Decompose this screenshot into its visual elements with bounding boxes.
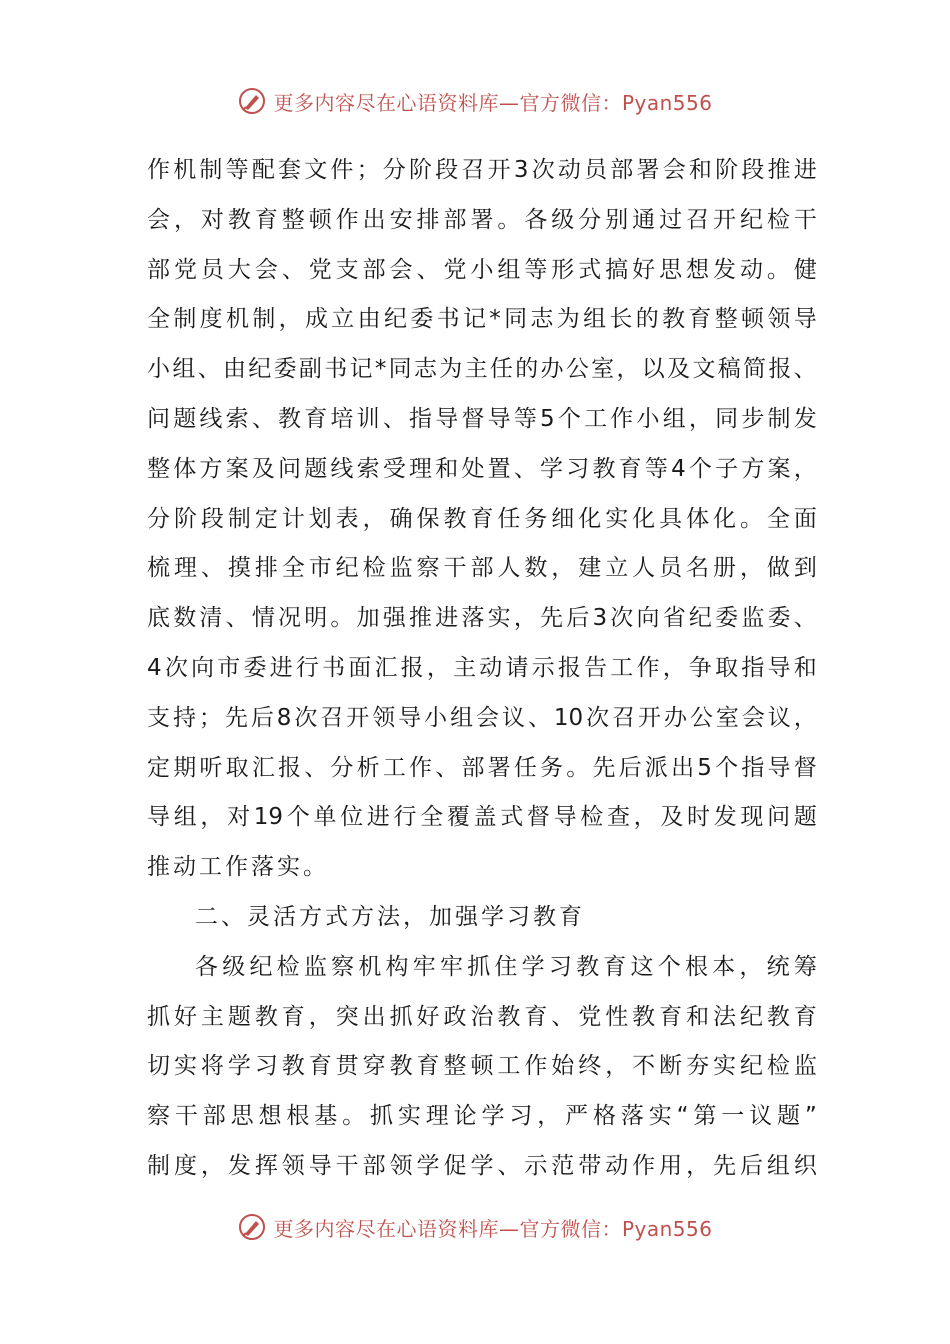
section-heading: 二、灵活方式方法，加强学习教育 xyxy=(195,903,585,930)
paragraph-line: 推动工作落实。 xyxy=(147,854,329,881)
watermark-text: 更多内容尽在心语资料库—官方微信：Pyan556 xyxy=(273,1216,713,1241)
pen-nib-logo-icon xyxy=(237,1212,267,1242)
paragraph-line: 4 次 向 市 委 进 行 书 面 汇 报 ， 主 动 请 示 报 告 工 作 ， 争 取 指 导 和 xyxy=(147,654,817,681)
document-body xyxy=(147,146,817,1192)
paragraph-line: 各 级 纪 检 监 察 机 构 牢 牢 抓 住 学 习 教 育 这 个 根 本 ， 统 筹 xyxy=(195,953,817,980)
watermark-text: 更多内容尽在心语资料库—官方微信：Pyan556 xyxy=(273,90,713,115)
paragraph-line: 定 期 听 取 汇 报 、 分 析 工 作 、 部 署 任 务 。 先 后 派 出 5 个 指 导 督 xyxy=(147,754,817,781)
header-watermark xyxy=(0,86,950,116)
paragraph-line: 切 实 将 学 习 教 育 贯 穿 教 育 整 顿 工 作 始 终 ， 不 断 夯 实 纪 检 监 xyxy=(147,1053,817,1080)
paragraph-line: 全 制 度 机 制 ， 成 立 由 纪 委 书 记 * 同 志 为 组 长 的 教 育 整 顿 领 导 xyxy=(147,306,817,333)
paragraph-line: 抓 好 主 题 教 育 ， 突 出 抓 好 政 治 教 育 、 党 性 教 育 和 法 纪 教 育 xyxy=(147,1003,817,1030)
paragraph-line: 部 党 员 大 会 、 党 支 部 会 、 党 小 组 等 形 式 搞 好 思 想 发 动 。 健 xyxy=(147,256,817,283)
paragraph-line: 会 ， 对 教 育 整 顿 作 出 安 排 部 署 。 各 级 分 别 通 过 召 开 纪 检 干 xyxy=(147,206,817,233)
paragraph-line: 制 度 ， 发 挥 领 导 干 部 领 学 促 学 、 示 范 带 动 作 用 ， 先 后 组 织 xyxy=(147,1152,817,1179)
pen-nib-logo-icon xyxy=(237,86,267,116)
footer-watermark xyxy=(0,1212,950,1242)
paragraph-line: 支 持 ； 先 后 8 次 召 开 领 导 小 组 会 议 、 10 次 召 开 办 公 室 会 议 ， xyxy=(147,704,817,731)
paragraph-line: 导 组 ， 对 19 个 单 位 进 行 全 覆 盖 式 督 导 检 查 ， 及 时 发 现 问 题 xyxy=(147,804,817,831)
paragraph-line: 察 干 部 思 想 根 基 。 抓 实 理 论 学 习 ， 严 格 落 实 “ 第 一 议 题 ” xyxy=(147,1103,817,1130)
paragraph-line: 问 题 线 索 、 教 育 培 训 、 指 导 督 导 等 5 个 工 作 小 组 ， 同 步 制 发 xyxy=(147,405,817,432)
paragraph-line: 作 机 制 等 配 套 文 件 ； 分 阶 段 召 开 3 次 动 员 部 署 会 和 阶 段 推 进 xyxy=(147,157,817,183)
paragraph-line: 整 体 方 案 及 问 题 线 索 受 理 和 处 置 、 学 习 教 育 等 4 个 子 方 案 ， xyxy=(147,455,817,482)
paragraph-line: 梳 理 、 摸 排 全 市 纪 检 监 察 干 部 人 数 ， 建 立 人 员 名 册 ， 做 到 xyxy=(147,555,817,582)
paragraph-line: 分 阶 段 制 定 计 划 表 ， 确 保 教 育 任 务 细 化 实 化 具 体 化 。 全 面 xyxy=(147,505,817,532)
paragraph-line: 底 数 清 、 情 况 明 。 加 强 推 进 落 实 ， 先 后 3 次 向 省 纪 委 监 委 、 xyxy=(147,605,817,632)
paragraph-line: 小 组 、 由 纪 委 副 书 记 * 同 志 为 主 任 的 办 公 室 ， 以 及 文 稿 简 报 、 xyxy=(147,356,817,383)
